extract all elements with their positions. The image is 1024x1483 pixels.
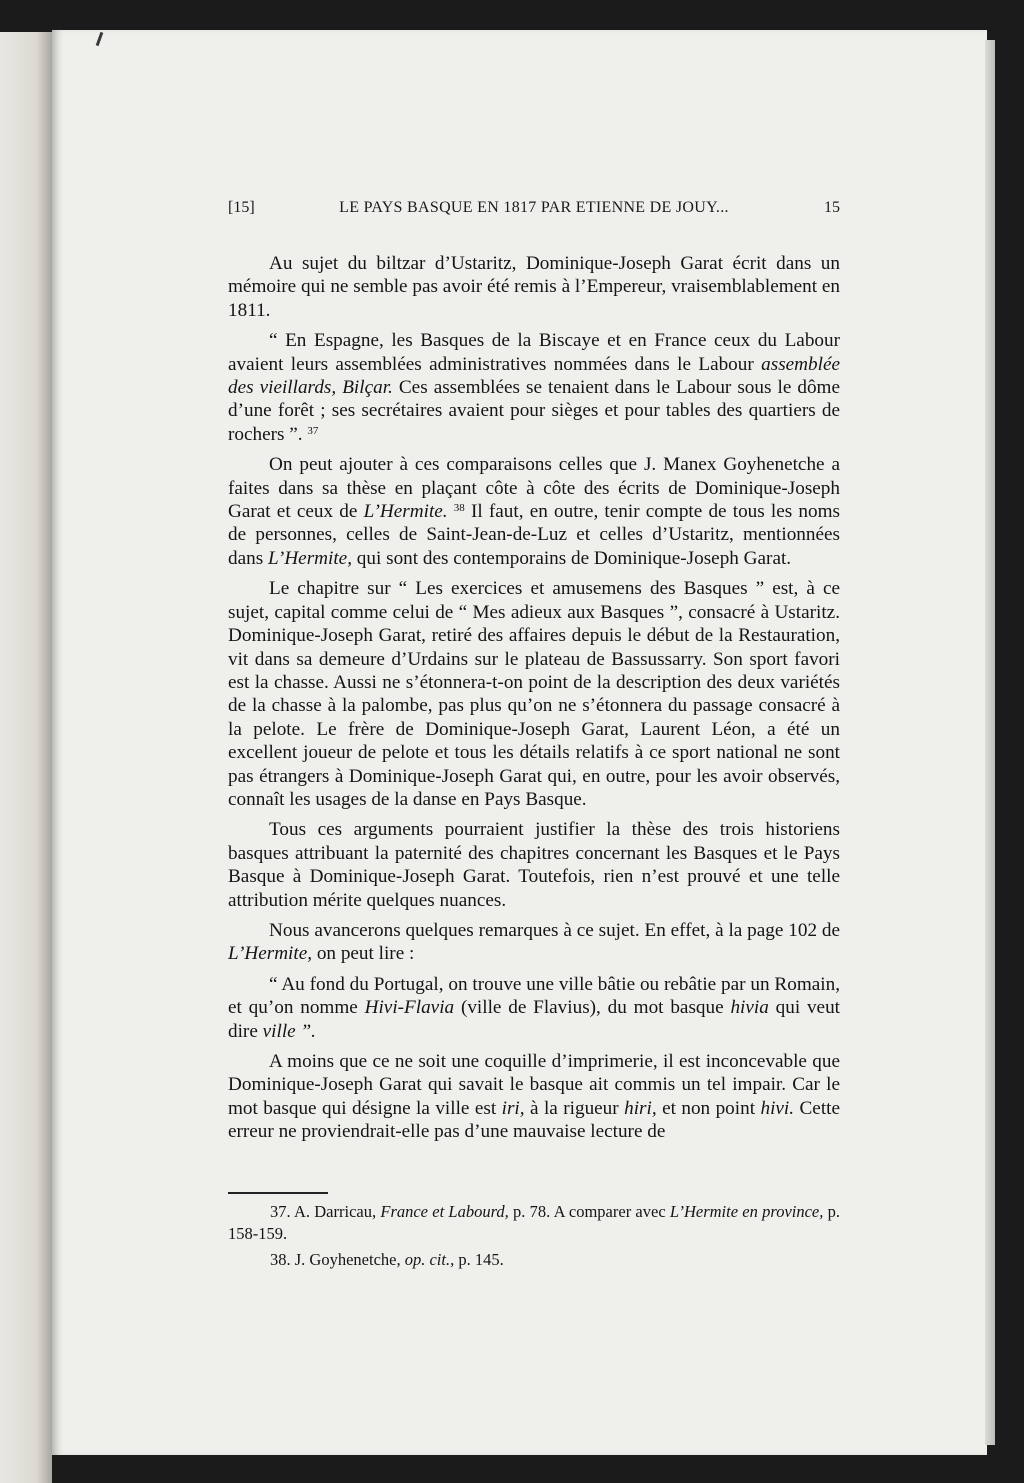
italic-run: assemblée des vieillards, Bilçar.: [228, 353, 840, 399]
footnote-separator: [228, 1192, 328, 1194]
italic-run: hiri,: [624, 1097, 657, 1119]
italic-run: L’Hermite,: [267, 547, 352, 569]
footnote-38: [228, 1249, 840, 1271]
text-run: et non point: [656, 1097, 761, 1119]
italic-run: L’Hermite en province,: [669, 1202, 824, 1221]
text-run: on peut lire :: [312, 943, 415, 965]
italic-run: L’Hermite,: [228, 943, 313, 965]
text-run: p. 78. A comparer avec: [508, 1202, 670, 1221]
footnote-37: [228, 1201, 840, 1244]
text-run: qui veut dire: [228, 997, 840, 1042]
italic-run: hivia: [730, 997, 769, 1019]
paragraph-6: [228, 919, 840, 966]
footnote-ref-38: 38: [453, 502, 465, 515]
text-run: “ Au fond du Portugal, on trouve une ville bâtie ou rebâtie par un Romain, et qu’on nomme: [228, 973, 840, 1019]
italic-run: L’Hermite.: [363, 501, 448, 523]
body-text: [228, 252, 840, 1151]
text-run: Ces assemblées se tenaient dans le Labour sous le dôme d’une forêt ; ses secrétaires avaient pour sièges et pour tables des quartiers de rochers ”.: [228, 377, 840, 445]
header-section-number: [15]: [228, 199, 255, 216]
text-run: 38. J. Goyhenetche,: [270, 1250, 405, 1269]
paragraph-3: [228, 453, 840, 570]
text-run: à la rigueur: [524, 1097, 625, 1119]
header-title: LE PAYS BASQUE EN 1817 PAR ETIENNE DE JOUY...: [339, 199, 729, 216]
running-header: [228, 199, 840, 223]
text-run: p. 145.: [454, 1250, 504, 1269]
text-run: Tous ces arguments pourraient justifier la thèse des trois historiens basques attribuant la paternité des chapitres concernant les Basques et le Pays Basque à Dominique-Joseph Garat. Toutefois, rien n’est prouvé et une telle attribution mérite quelques nuances.: [228, 819, 840, 911]
facing-page-edge: [0, 32, 52, 1483]
italic-run: Hivi-Flavia: [364, 997, 455, 1019]
text-run: “ En Espagne, les Basques de la Biscaye et en France ceux du Labour avaient leurs assemblées administratives nommées dans le Labour: [228, 330, 840, 375]
text-run: 37. A. Darricau,: [270, 1202, 381, 1221]
footnote-ref-37: 37: [307, 424, 319, 437]
text-run: qui sont des contemporains de Dominique-Joseph Garat.: [352, 547, 792, 569]
text-run: Nous avancerons quelques remarques à ce sujet. En effet, à la page 102 de: [269, 919, 840, 941]
italic-run: France et Labourd,: [380, 1202, 509, 1221]
italic-run: op. cit.,: [404, 1250, 455, 1269]
italic-run: ville ”.: [262, 1020, 316, 1042]
text-run: (ville de Flavius), du mot basque: [454, 997, 731, 1019]
paragraph-5: [228, 818, 840, 912]
paragraph-1: [228, 252, 840, 322]
text-run: A moins que ce ne soit une coquille d’imprimerie, il est inconcevable que Dominique-Joseph Garat qui savait le basque ait commis un tel impair. Car le mot basque qui désigne la ville est: [228, 1051, 840, 1119]
text-run: Il faut, en outre, tenir compte de tous les noms de personnes, celles de Saint-Jean-de-Luz et celles d’Ustaritz, mentionnées dans: [228, 501, 841, 569]
italic-run: iri,: [501, 1097, 525, 1119]
text-run: Au sujet du biltzar d’Ustaritz, Dominique-Joseph Garat écrit dans un mémoire qui ne semble pas avoir été remis à l’Empereur, vraisemblablement en 1811.: [228, 253, 840, 321]
page-fore-edge: [985, 40, 995, 1445]
paragraph-8: [228, 1050, 840, 1144]
page-number: 15: [824, 199, 840, 216]
text-run: p. 158-159.: [228, 1202, 841, 1243]
paragraph-2-quote: [228, 329, 840, 446]
footnotes: [228, 1201, 840, 1276]
paragraph-4: [228, 577, 840, 811]
italic-run: hivi.: [760, 1097, 795, 1119]
text-run: Le chapitre sur “ Les exercices et amusemens des Basques ” est, à ce sujet, capital comme celui de “ Mes adieux aux Basques ”, consacré à Ustaritz. Dominique-Joseph Garat, retiré des affaires depuis le début de la Restauration, vit dans sa demeure d’Urdains sur le plateau de Bassussarry. Son sport favori est la chasse. Aussi ne s’étonnera-t-on point de la description des deux variétés de la chasse à la palombe, pas plus qu’on ne s’étonnera du passage consacré à la pelote. Le frère de Dominique-Joseph Garat, Laurent Léon, a été un excellent joueur de pelote et tous les détails relatifs à ce sport national ne sont pas étrangers à Dominique-Joseph Garat qui, en outre, pour les avoir observés, connaît les usages de la danse en Pays Basque.: [228, 578, 840, 810]
text-run: On peut ajouter à ces comparaisons celles que J. Manex Goyhenetche a faites dans sa thèse en plaçant côte à côte des écrits de Dominique-Joseph Garat et ceux de: [228, 454, 840, 523]
paragraph-7-quote: [228, 973, 840, 1043]
text-run: Cette erreur ne proviendrait-elle pas d’une mauvaise lecture de: [228, 1097, 840, 1143]
